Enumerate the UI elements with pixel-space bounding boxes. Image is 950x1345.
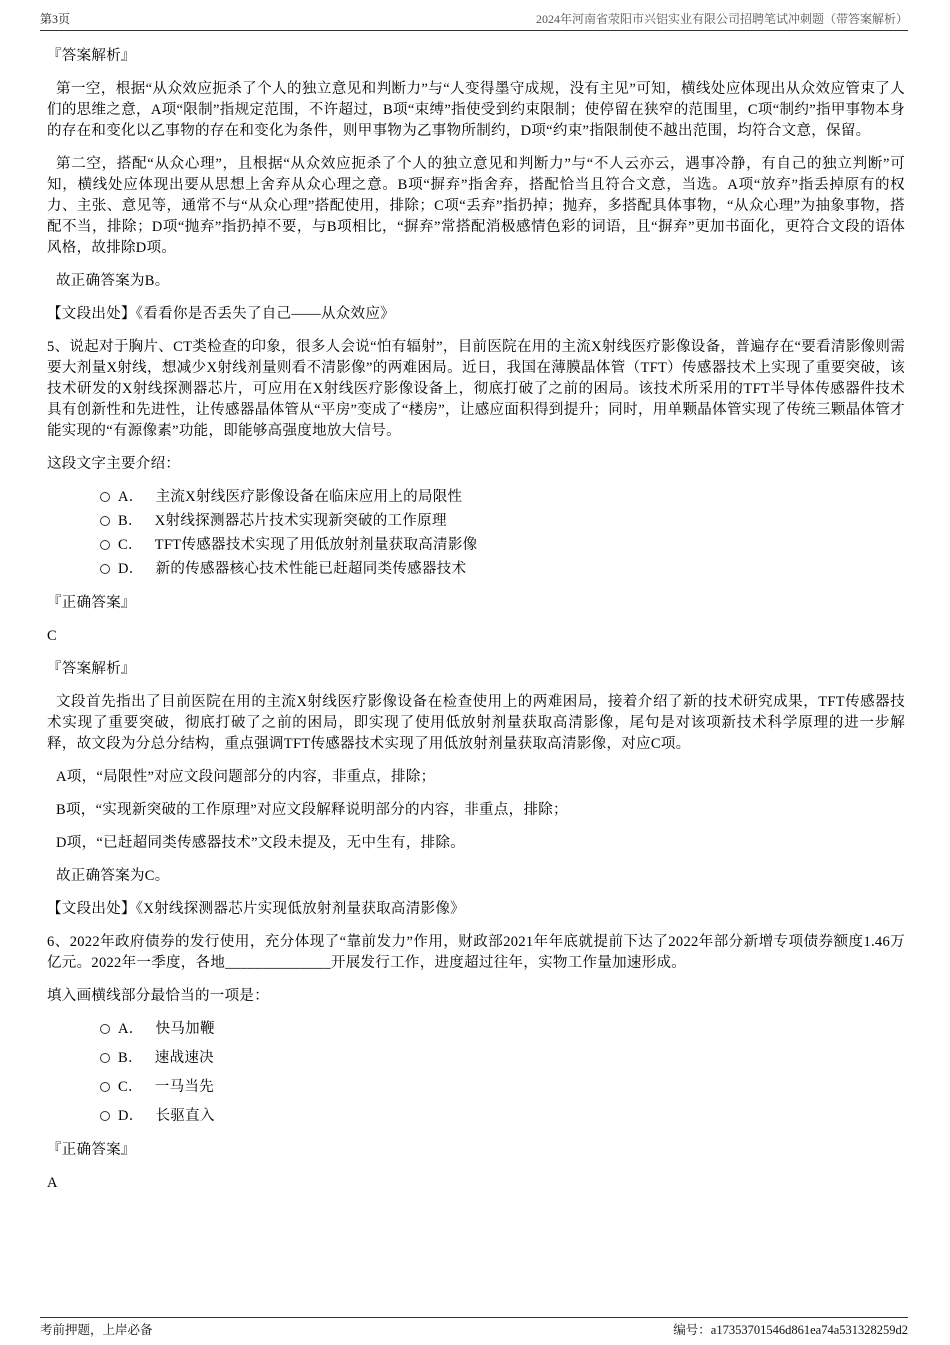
question-5-stem: 5、说起对于胸片、CT类检查的印象，很多人会说“怕有辐射”，目前医院在用的主流X射线医疗影像设备，普遍存在“要看清影像则需要大剂量X射线，想减少X射线剂量则看不清影像”的两难困局。近日，我国在薄膜晶体管（TFT）传感器技术上实现了重要突破，该技术研发的X射线探测器芯片，可应用在X射线医疗影像设备上，彻底打破了之前的困局。该技术所采用的TFT半导体传感器件技术具有创新性和先进性，让传感器晶体管从“平房”变成了“楼房”，让感应面积得到提升；同时，用单颗晶体管实现了传统三颗晶体管才能实现的“有源像素”功能，即能够高强度地放大信号。 xyxy=(47,339,905,439)
page-footer xyxy=(40,1320,908,1338)
question5-option-a[interactable] xyxy=(100,487,905,507)
passage-source: 【文段出处】《X射线探测器芯片实现低放射剂量获取高清影像》 xyxy=(47,901,465,917)
question-6-options xyxy=(47,1019,905,1126)
answer-analysis-label: 『答案解析』 xyxy=(47,661,136,677)
option-letter: A． xyxy=(118,1021,144,1037)
question6-option-b[interactable] xyxy=(100,1048,905,1068)
page-header xyxy=(40,10,908,27)
option-text: TFT传感器技术实现了用低放射剂量获取高清影像 xyxy=(154,537,478,553)
radio-icon[interactable] xyxy=(100,540,110,550)
question-6-stem: 6、2022年政府债券的发行使用，充分体现了“靠前发力”作用，财政部2021年年底就提前下达了2022年部分新增专项债券额度1.46万亿元。2022年一季度，各地______________开展发行工作，进度超过往年，实物工作量加速形成。 xyxy=(47,934,905,971)
question5-option-b[interactable] xyxy=(100,511,905,531)
option-letter: B． xyxy=(118,513,143,529)
footer-slogan: 考前押题，上岸必备 xyxy=(40,1323,153,1337)
answer-analysis-label: 『答案解析』 xyxy=(47,48,136,64)
footer-code xyxy=(673,1320,908,1338)
option-letter: D． xyxy=(118,561,144,577)
correct-answer-value: A xyxy=(47,1175,58,1191)
footer-code-label: 编号： xyxy=(673,1323,711,1337)
question-5-options xyxy=(47,487,905,579)
option-text: 速战速决 xyxy=(154,1050,214,1066)
conclusion-text: 故正确答案为B。 xyxy=(56,273,170,289)
footer-code-value: a17353701546d861ea74a531328259d2 xyxy=(710,1323,908,1337)
option-text: 主流X射线医疗影像设备在临床应用上的局限性 xyxy=(155,489,463,505)
analysis-paragraph-option-a: A项，“局限性”对应文段问题部分的内容，非重点，排除； xyxy=(56,769,436,785)
question5-option-d[interactable] xyxy=(100,559,905,579)
document-title: 2024年河南省荥阳市兴铝实业有限公司招聘笔试冲刺题（带答案解析） xyxy=(535,12,908,26)
question-5-prompt: 这段文字主要介绍： xyxy=(47,456,181,472)
correct-answer-label: 『正确答案』 xyxy=(47,1142,136,1158)
option-letter: D． xyxy=(118,1108,144,1124)
radio-icon[interactable] xyxy=(100,1024,110,1034)
option-letter: C． xyxy=(118,537,143,553)
conclusion-text: 故正确答案为C。 xyxy=(56,868,170,884)
option-letter: B． xyxy=(118,1050,143,1066)
radio-icon[interactable] xyxy=(100,1082,110,1092)
question-6-prompt: 填入画横线部分最恰当的一项是： xyxy=(47,988,269,1004)
radio-icon[interactable] xyxy=(100,564,110,574)
option-text: 快马加鞭 xyxy=(155,1021,215,1037)
radio-icon[interactable] xyxy=(100,1111,110,1121)
question6-option-c[interactable] xyxy=(100,1077,905,1097)
question6-option-a[interactable] xyxy=(100,1019,905,1039)
radio-icon[interactable] xyxy=(100,1053,110,1063)
radio-icon[interactable] xyxy=(100,492,110,502)
option-letter: A． xyxy=(118,489,144,505)
analysis-paragraph-second-blank: 第二空，搭配“从众心理”，且根据“从众效应扼杀了个人的独立意见和判断力”与“不人云亦云，遇事冷静，有自己的独立判断”可知，横线处应体现出要从思想上舍弃从众心理之意。B项“摒弃”指舍弃，搭配恰当且符合文意，当选。A项“放弃”指丢掉原有的权力、主张、意见等，通常不与“从众心理”搭配使用，排除；C项“丢弃”指扔掉；抛弃，多搭配具体事物，“从众心理”为抽象事物，搭配不当，排除；D项“抛弃”指扔掉不要，与B项相比，“摒弃”常搭配消极感情色彩的词语，且“摒弃”更加书面化，更符合文段的语体风格，故排除D项。 xyxy=(47,156,905,256)
option-text: X射线探测器芯片技术实现新突破的工作原理 xyxy=(154,513,447,529)
analysis-paragraph-first-blank: 第一空，根据“从众效应扼杀了个人的独立意见和判断力”与“人变得墨守成规，没有主见”可知，横线处应体现出从众效应管束了人们的思维之意，A项“限制”指规定范围，不许超过，B项“束缚”指使受到约束限制；使停留在狭窄的范围里，C项“制约”指甲事物本身的存在和变化以乙事物的存在和变化为条件，则甲事物为乙事物所制约，D项“约束”指限制使不越出范围，均符合文意，保留。 xyxy=(47,81,905,139)
correct-answer-value: C xyxy=(47,628,57,644)
footer-rule xyxy=(40,1317,908,1318)
radio-icon[interactable] xyxy=(100,516,110,526)
correct-answer-label: 『正确答案』 xyxy=(47,595,136,611)
page-number: 第3页 xyxy=(40,12,71,26)
header-rule xyxy=(40,30,908,31)
document-content xyxy=(47,46,905,1206)
option-text: 新的传感器核心技术性能已赶超同类传感器技术 xyxy=(155,561,467,577)
option-text: 一马当先 xyxy=(154,1079,214,1095)
analysis-paragraph-option-d: D项，“已赶超同类传感器技术”文段未提及，无中生有，排除。 xyxy=(56,835,466,851)
question5-option-c[interactable] xyxy=(100,535,905,555)
analysis-paragraph-main: 文段首先指出了目前医院在用的主流X射线医疗影像设备在检查使用上的两难困局，接着介绍了新的技术研究成果，TFT传感器技术实现了重要突破，彻底打破了之前的困局，即实现了使用低放射剂量获取高清影像，尾句是对该项新技术科学原理的进一步解释，故文段为分总分结构，重点强调TFT传感器技术实现了用低放射剂量获取高清影像，对应C项。 xyxy=(47,694,905,752)
question6-option-d[interactable] xyxy=(100,1106,905,1126)
option-letter: C． xyxy=(118,1079,143,1095)
analysis-paragraph-option-b: B项，“实现新突破的工作原理”对应文段解释说明部分的内容，非重点，排除； xyxy=(56,802,568,818)
option-text: 长驱直入 xyxy=(155,1108,215,1124)
passage-source: 【文段出处】《看看你是否丢失了自己——从众效应》 xyxy=(47,306,395,322)
